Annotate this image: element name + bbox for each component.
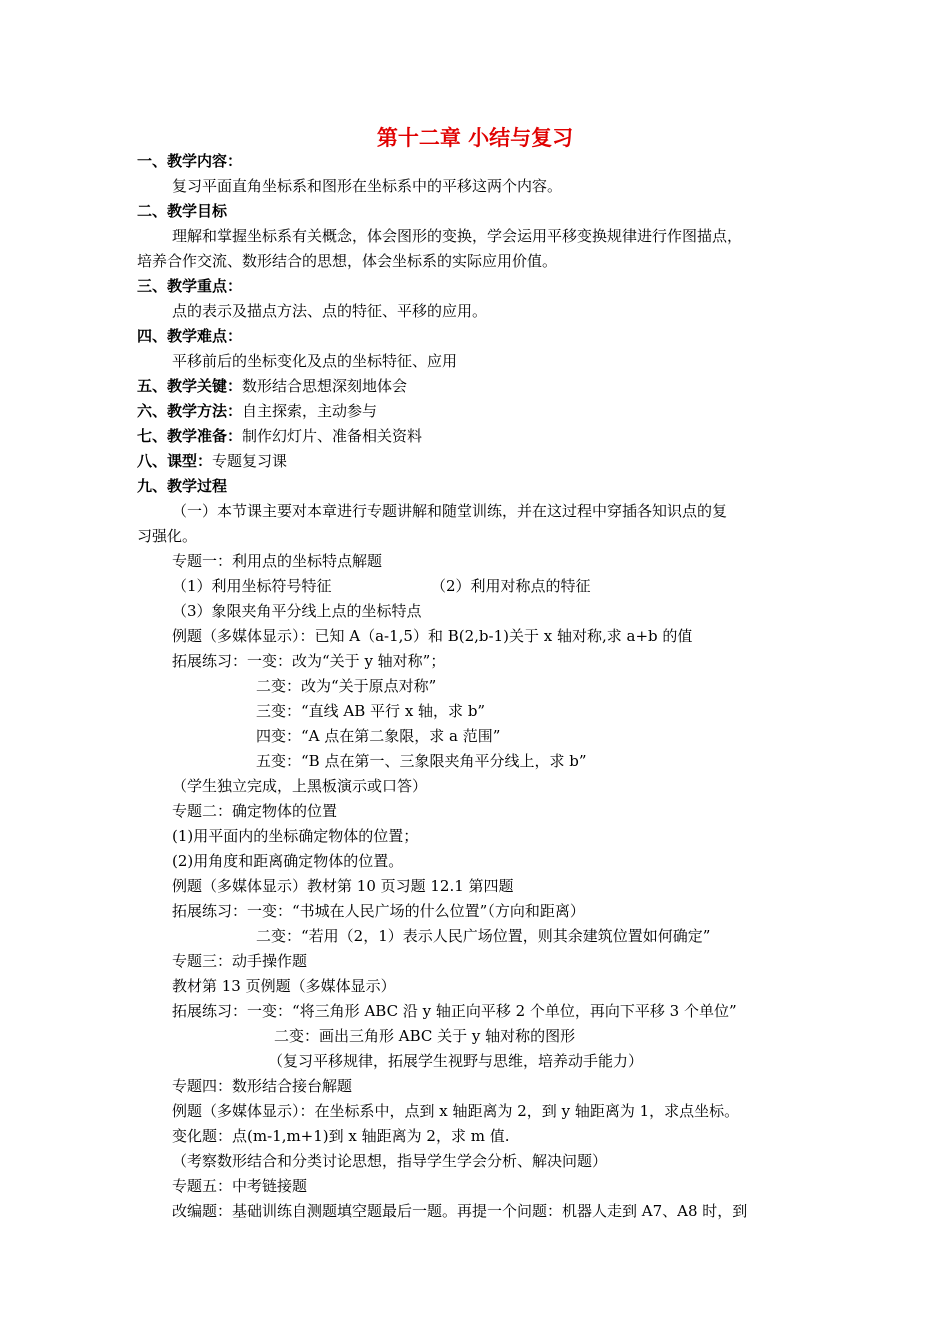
topic-4-title: 专题四：数形结合接台解题 bbox=[172, 1077, 353, 1095]
section-1-heading: 一、教学内容： bbox=[137, 152, 243, 170]
topic-1-variation-5: 五变：“B 点在第一、三象限夹角平分线上，求 b” bbox=[256, 752, 587, 770]
topic-3-title: 专题三：动手操作题 bbox=[172, 952, 308, 970]
section-1-text: 复习平面直角坐标系和图形在坐标系中的平移这两个内容。 bbox=[172, 177, 563, 195]
topic-2-example: 例题（多媒体显示）教材第 10 页习题 12.1 第四题 bbox=[172, 877, 514, 895]
section-3-heading: 三、教学重点： bbox=[137, 277, 243, 295]
section-9-heading: 九、教学过程 bbox=[137, 477, 228, 495]
topic-3-variation-2: 二变：画出三角形 ABC 关于 y 轴对称的图形 bbox=[274, 1027, 576, 1045]
topic-1-note: （学生独立完成，上黑板演示或口答） bbox=[172, 777, 428, 795]
topic-1-title: 专题一：利用点的坐标特点解题 bbox=[172, 552, 383, 570]
topic-1-item-3: （3）象限夹角平分线上点的坐标特点 bbox=[172, 602, 422, 620]
topic-3-note: （复习平移规律，拓展学生视野与思维，培养动手能力） bbox=[268, 1052, 644, 1070]
topic-3-variation-1: 拓展练习：一变：“将三角形 ABC 沿 y 轴正向平移 2 个单位，再向下平移 3 个单位” bbox=[172, 1002, 737, 1020]
topic-1-example: 例题（多媒体显示）：已知 A（a-1,5）和 B(2,b-1)关于 x 轴对称,求 a+b 的值 bbox=[172, 627, 693, 645]
topic-1-variation-4: 四变：“A 点在第二象限，求 a 范围” bbox=[256, 727, 501, 745]
intro-paragraph-line1: （一）本节课主要对本章进行专题讲解和随堂训练，并在这过程中穿插各知识点的复 bbox=[172, 502, 728, 520]
topic-2-variation-1: 拓展练习：一变：“书城在人民广场的什么位置”（方向和距离） bbox=[172, 902, 585, 920]
section-4-heading: 四、教学难点： bbox=[137, 327, 243, 345]
section-6-heading: 六、教学方法： bbox=[137, 402, 243, 420]
section-5-heading: 五、教学关键： bbox=[137, 377, 243, 395]
section-7-text: 制作幻灯片、准备相关资料 bbox=[242, 427, 423, 445]
page-title: 第十二章 小结与复习 bbox=[376, 126, 574, 150]
section-7-heading: 七、教学准备： bbox=[137, 427, 243, 445]
section-2-text-line1: 理解和掌握坐标系有关概念，体会图形的变换，学会运用平移变换规律进行作图描点， bbox=[172, 227, 743, 245]
topic-3-example: 教材第 13 页例题（多媒体显示） bbox=[172, 977, 396, 995]
section-4-text: 平移前后的坐标变化及点的坐标特征、应用 bbox=[172, 352, 458, 370]
section-6-text: 自主探索，主动参与 bbox=[242, 402, 378, 420]
topic-5-title: 专题五：中考链接题 bbox=[172, 1177, 308, 1195]
section-5-text: 数形结合思想深刻地体会 bbox=[242, 377, 408, 395]
section-3-text: 点的表示及描点方法、点的特征、平移的应用。 bbox=[172, 302, 488, 320]
topic-4-example: 例题（多媒体显示）：在坐标系中，点到 x 轴距离为 2，到 y 轴距离为 1，求点坐标。 bbox=[172, 1102, 740, 1120]
topic-4-note: （考察数形结合和分类讨论思想，指导学生学会分析、解决问题） bbox=[172, 1152, 608, 1170]
topic-2-variation-2: 二变：“若用（2，1）表示人民广场位置，则其余建筑位置如何确定” bbox=[256, 927, 711, 945]
topic-1-item-1: （1）利用坐标符号特征 bbox=[172, 577, 332, 595]
topic-1-variation-1: 拓展练习：一变：改为“关于 y 轴对称”； bbox=[172, 652, 446, 670]
topic-2-item-1: (1)用平面内的坐标确定物体的位置； bbox=[172, 827, 419, 845]
section-7 bbox=[137, 426, 422, 446]
topic-5-example: 改编题：基础训练自测题填空题最后一题。再提一个问题：机器人走到 A7、A8 时，到 bbox=[172, 1202, 748, 1220]
section-2-text-line2: 培养合作交流、数形结合的思想，体会坐标系的实际应用价值。 bbox=[137, 252, 558, 270]
section-8 bbox=[137, 451, 287, 471]
intro-paragraph-line2: 习强化。 bbox=[137, 527, 198, 545]
section-6 bbox=[137, 401, 377, 421]
topic-1-variation-2: 二变：改为“关于原点对称” bbox=[256, 677, 437, 695]
topic-1-variation-3: 三变：“直线 AB 平行 x 轴，求 b” bbox=[256, 702, 486, 720]
topic-1-item-2: （2）利用对称点的特征 bbox=[431, 577, 591, 595]
section-8-heading: 八、课型： bbox=[137, 452, 213, 470]
topic-2-title: 专题二：确定物体的位置 bbox=[172, 802, 338, 820]
topic-4-variation: 变化题：点(m-1,m+1)到 x 轴距离为 2，求 m 值. bbox=[172, 1127, 510, 1145]
topic-2-item-2: (2)用角度和距离确定物体的位置。 bbox=[172, 852, 404, 870]
section-2-heading: 二、教学目标 bbox=[137, 202, 228, 220]
section-8-text: 专题复习课 bbox=[212, 452, 288, 470]
section-5 bbox=[137, 376, 407, 396]
